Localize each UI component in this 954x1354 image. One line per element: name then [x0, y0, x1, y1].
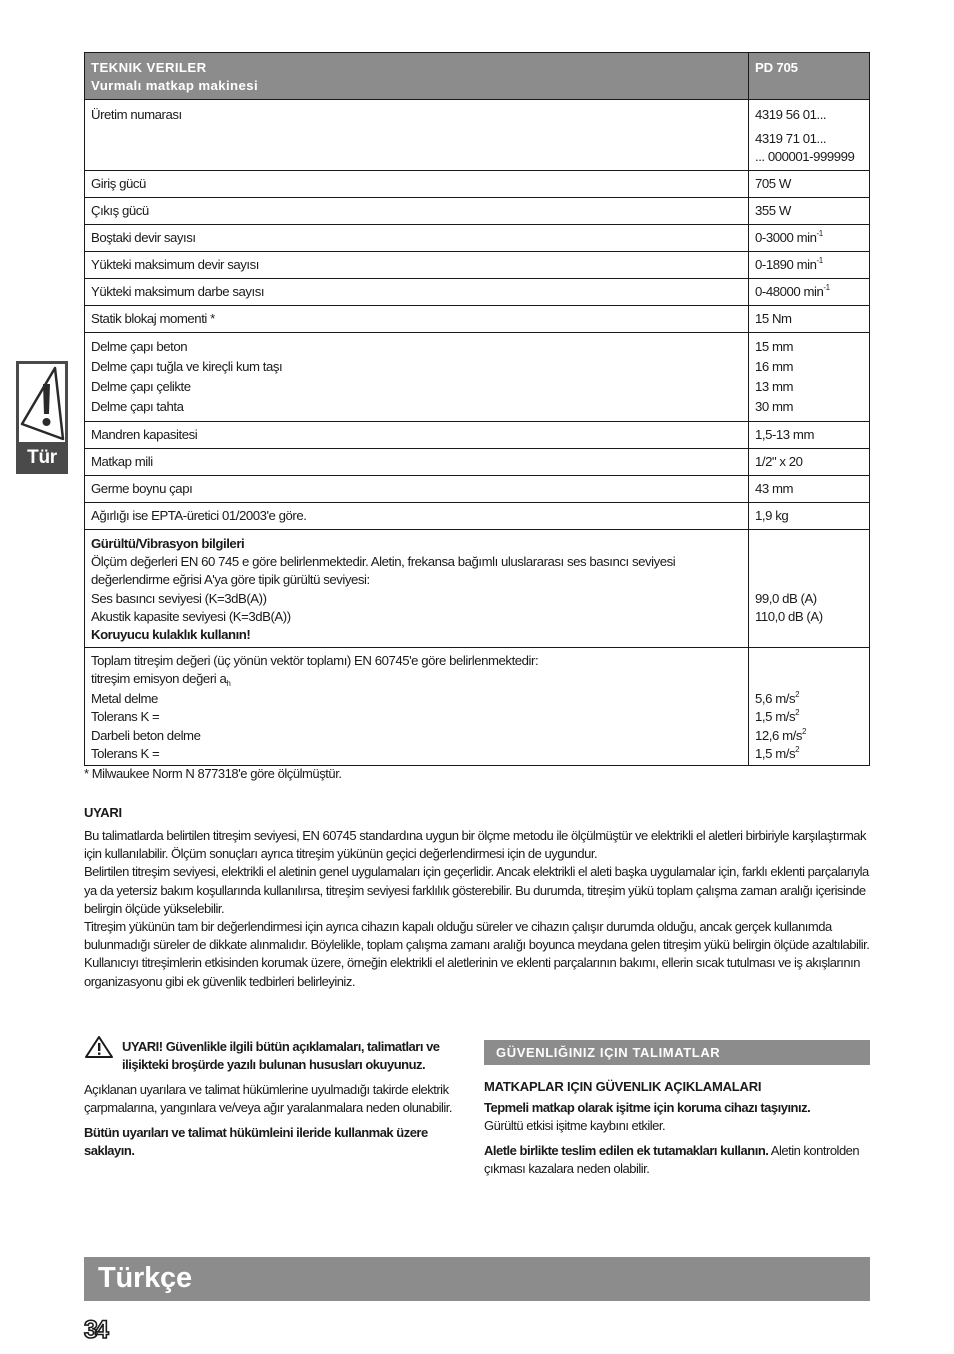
section-title-bar: GÜVENLIĞINIZ IÇIN TALIMATLAR: [484, 1040, 870, 1065]
table-footnote: * Milwaukee Norm N 877318'e göre ölçülmüştür.: [84, 766, 342, 781]
table-row: [85, 198, 870, 225]
warning-heading: UYARI: [84, 805, 122, 820]
spec-label: Yükteki maksimum devir sayısı: [85, 252, 749, 279]
drill-value: 13 mm: [755, 379, 794, 394]
spec-value-cell: [749, 252, 870, 279]
unit-exponent: -1: [816, 256, 823, 265]
safety-instruction: [484, 1142, 870, 1178]
spec-label: Mandren kapasitesi: [85, 422, 749, 449]
language-side-tab: [16, 361, 68, 474]
table-row: [85, 100, 870, 171]
table-title: TEKNIK VERILER: [91, 60, 207, 75]
keep-instructions-text: Bütün uyarıları ve talimat hükümleini ileride kullanmak üzere saklayın.: [84, 1125, 428, 1158]
drill-value: 16 mm: [755, 359, 794, 374]
read-instructions-warning: [84, 1038, 466, 1074]
drill-value: 30 mm: [755, 399, 794, 414]
tolerance-label: Tolerans K =: [91, 709, 160, 724]
production-value: 4319 56 01...: [755, 107, 827, 122]
section-subheading: MATKAPLAR IÇIN GÜVENLIK AÇIKLAMALARI: [484, 1079, 762, 1094]
table-row: [85, 449, 870, 476]
noise-info-cell: [85, 530, 749, 648]
instruction-text: Aletin kontrolden çıkması kazalara neden olabilir.: [484, 1143, 860, 1176]
safety-warning-column: [84, 1038, 466, 1167]
table-header-title-cell: [85, 53, 749, 100]
table-row: [85, 171, 870, 198]
safety-instructions-column: [484, 1040, 870, 1185]
tolerance-value-line: [755, 708, 863, 726]
vibration-values-cell: [749, 648, 870, 766]
table-row: [85, 225, 870, 252]
metal-drilling-value-line: [755, 690, 863, 708]
drill-label: Delme çapı tahta: [91, 399, 184, 414]
spec-label: Ağırlığı ise EPTA-üretici 01/2003'e göre.: [85, 503, 749, 530]
table-row: [85, 306, 870, 333]
spec-value: 1,5-13 mm: [749, 422, 870, 449]
spec-label: Boştaki devir sayısı: [85, 225, 749, 252]
noise-title: Gürültü/Vibrasyon bilgileri: [91, 536, 245, 551]
technical-data-table: [84, 52, 870, 766]
table-subtitle: Vurmalı matkap makinesi: [91, 78, 259, 93]
metal-drilling-value: 5,6 m/s: [755, 691, 796, 706]
unit-exponent: 2: [795, 690, 800, 699]
spec-value: 0-1890 min: [755, 257, 817, 272]
warning-body: [84, 827, 874, 991]
ear-protection-warning: Koruyucu kulaklık kullanın!: [91, 627, 251, 642]
warning-paragraph: Kullanıcıyı titreşimlerin etkisinden korumak üzere, örneğin elektrikli el aletlerinin ve eklenti parçalarının bakımı, ellerin sıcak tutulması ve iş akışlarının organizasyonu gibi ek güvenlik tedbirleri belirleyiniz.: [84, 955, 860, 989]
unit-exponent: 2: [801, 727, 806, 736]
spec-value: 43 mm: [749, 476, 870, 503]
warning-paragraph: Titreşim yükünün tam bir değerlendirmesi için ayrıca cihazın kapalı olduğu süreler ve cihazın çalışır durumda olduğu, ancak gerçek kullanımda bulunmadığı süreler de dikkate alınmalıdır. Böylelikle, toplam çalışma zamanı aralığı boyunca meydana gelen titreşim yükü belirgin ölçüde azaltılabilir.: [84, 919, 870, 953]
table-row: [85, 252, 870, 279]
spec-value-cell: [749, 279, 870, 306]
warning-paragraph: Bu talimatlarda belirtilen titreşim seviyesi, EN 60745 standardına uygun bir ölçme metodu ile ölçülmüştür ve elektrikli el aletleri birbiriyle karşılaştırmak için kullanılabilir. Ölçüm sonuçları ayrıca titreşim yükünün geçici değerlendirmesi için de uygundur.: [84, 828, 867, 862]
tolerance-value: 1,5 m/s: [755, 746, 796, 761]
language-bar: [84, 1257, 870, 1301]
tolerance-label: Tolerans K =: [91, 746, 160, 761]
production-number-values: [749, 100, 870, 171]
drill-value: 15 mm: [755, 339, 794, 354]
read-instructions-text: UYARI! Güvenlikle ilgili bütün açıklamaları, talimatları ve ilişikteki broşürde yazılı bulunan hususları okuyunuz.: [122, 1039, 440, 1072]
tolerance-value-line: [755, 745, 863, 763]
spec-label: Matkap mili: [85, 449, 749, 476]
sound-pressure-value: 99,0 dB (A): [755, 591, 817, 606]
warning-exclamation-icon: [19, 364, 65, 442]
concrete-drilling-value: 12,6 m/s: [755, 728, 802, 743]
table-row: [85, 648, 870, 766]
table-header-row: [85, 53, 870, 100]
noise-text: değerlendirme eğrisi A'ya göre tipik gürültü seviyesi:: [91, 572, 370, 587]
unit-exponent: 2: [795, 708, 800, 717]
spec-value: 1,9 kg: [749, 503, 870, 530]
unit-exponent: -1: [816, 229, 823, 238]
drill-label: Delme çapı beton: [91, 339, 188, 354]
production-value: ... 000001-999999: [755, 149, 855, 164]
spec-label: Germe boynu çapı: [85, 476, 749, 503]
side-tab-label: Tür: [27, 447, 57, 468]
language-title: Türkçe: [98, 1262, 192, 1294]
vibration-info-cell: [85, 648, 749, 766]
safety-instruction: [484, 1099, 870, 1135]
vibration-subscript: h: [226, 679, 231, 688]
tolerance-value: 1,5 m/s: [755, 709, 796, 724]
table-row: [85, 503, 870, 530]
page-number: 34: [84, 1316, 106, 1344]
noise-values-cell: [749, 530, 870, 648]
spec-value: 0-48000 min: [755, 284, 824, 299]
table-row: [85, 476, 870, 503]
table-row: [85, 422, 870, 449]
unit-exponent: -1: [823, 283, 830, 292]
vibration-text: Toplam titreşim değeri (üç yönün vektör toplamı) EN 60745'e göre belirlenmektedir:: [91, 653, 539, 668]
sound-power-value: 110,0 dB (A): [755, 609, 823, 624]
drill-label: Delme çapı tuğla ve kireçli kum taşı: [91, 359, 283, 374]
drill-capacity-values: [749, 333, 870, 422]
warning-triangle-icon: [84, 1035, 114, 1064]
concrete-drilling-value-line: [755, 727, 863, 745]
instruction-bold: Aletle birlikte teslim edilen ek tutamakları kullanın.: [484, 1143, 769, 1158]
noise-text: Ölçüm değerleri EN 60 745 e göre belirlenmektedir. Aletin, frekansa bağımlı uluslararası ses basıncı seviyesi: [91, 554, 676, 569]
sound-pressure-label: Ses basıncı seviyesi (K=3dB(A)): [91, 591, 267, 606]
table-row: [85, 333, 870, 422]
production-number-label: Üretim numarası: [85, 100, 749, 171]
consequence-text: Açıklanan uyarılara ve talimat hükümlerine uyulmadığı takirde elektrik çarpmalarına, yangınlara ve/veya ağır yaralanmalara neden olunabilir.: [84, 1082, 453, 1115]
vibration-emission-label: titreşim emisyon değeri a: [91, 671, 227, 686]
instruction-text: Gürültü etkisi işitme kaybını etkiler.: [484, 1118, 666, 1133]
vibration-emission-label-line: [91, 670, 742, 688]
spec-value: 0-3000 min: [755, 230, 817, 245]
warning-paragraph: Belirtilen titreşim seviyesi, elektrikli el aletinin genel uygulamaları için geçerlidir. Ancak elektrikli el aleti başka uygulamalar için, farklı eklenti parçalarıyla ya da yetersiz bakım koşullarında kullanılırsa, titreşim seviyesi farklılık gösterebilir. Bu durumda, titreşim yükü toplam çalışma zaman aralığı içerisinde belirgin ölçüde yükselebilir.: [84, 864, 869, 916]
unit-exponent: 2: [795, 745, 800, 754]
spec-value: 355 W: [749, 198, 870, 225]
drill-label: Delme çapı çelikte: [91, 379, 191, 394]
spec-label: Statik blokaj momenti *: [85, 306, 749, 333]
metal-drilling-label: Metal delme: [91, 691, 158, 706]
spec-value: 15 Nm: [749, 306, 870, 333]
table-row: [85, 279, 870, 306]
spec-value-cell: [749, 225, 870, 252]
spec-value: 1/2" x 20: [749, 449, 870, 476]
table-header-model: PD 705: [749, 53, 870, 100]
spec-label: Giriş gücü: [85, 171, 749, 198]
sound-power-label: Akustik kapasite seviyesi (K=3dB(A)): [91, 609, 291, 624]
table-row: [85, 530, 870, 648]
instruction-bold: Tepmeli matkap olarak işitme için koruma cihazı taşıyınız.: [484, 1100, 811, 1115]
spec-label: Çıkış gücü: [85, 198, 749, 225]
concrete-drilling-label: Darbeli beton delme: [91, 728, 201, 743]
production-value: 4319 71 01...: [755, 131, 827, 146]
spec-label: Yükteki maksimum darbe sayısı: [85, 279, 749, 306]
drill-capacity-labels: [85, 333, 749, 422]
spec-value: 705 W: [749, 171, 870, 198]
